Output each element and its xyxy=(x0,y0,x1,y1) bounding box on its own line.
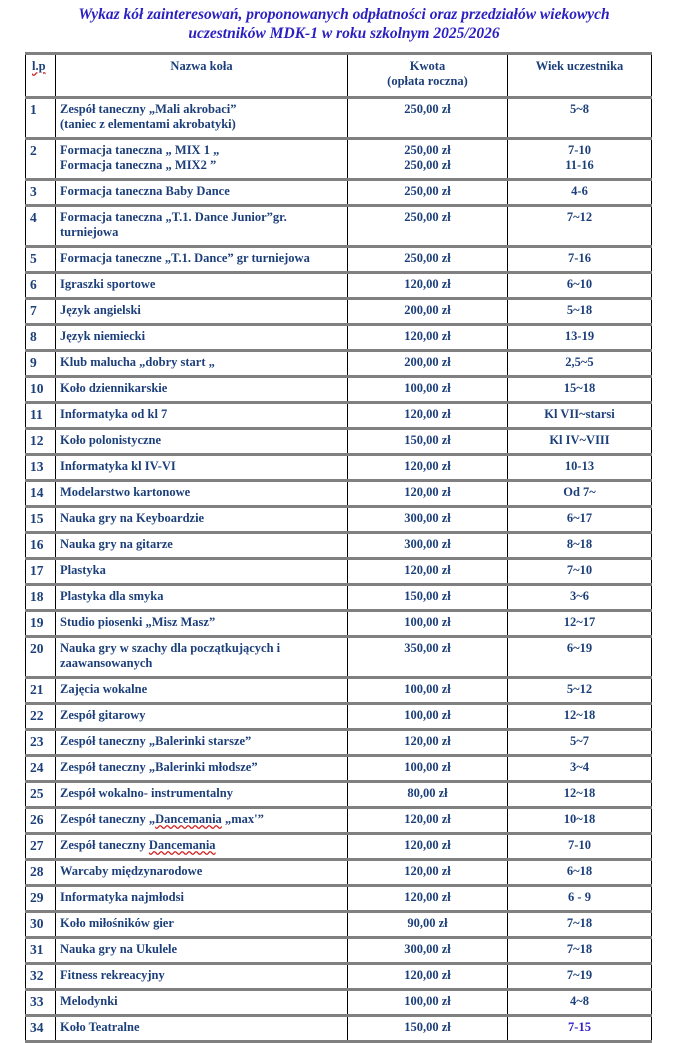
cell-kwota xyxy=(348,206,508,247)
table-row xyxy=(26,139,652,180)
cell-lp: 33 xyxy=(26,990,56,1016)
cell-lp: 25 xyxy=(26,782,56,808)
kwota-line-1: 120,00 zł xyxy=(404,563,451,577)
cell-kwota xyxy=(348,533,508,559)
name-line-1: Nauka gry na Ukulele xyxy=(60,942,178,956)
cell-wiek xyxy=(508,180,652,206)
wiek-line-1: 6~10 xyxy=(566,277,593,291)
cell-name xyxy=(56,351,348,377)
wiek-line-1: 5~7 xyxy=(569,734,589,748)
name-line-1: Informatyka od kl 7 xyxy=(60,407,168,421)
cell-lp: 10 xyxy=(26,377,56,403)
kwota-line-1: 100,00 zł xyxy=(404,615,451,629)
wiek-line-1: 5~18 xyxy=(566,303,593,317)
name-line-1: Nauka gry na gitarze xyxy=(60,537,173,551)
cell-wiek xyxy=(508,455,652,481)
name-line-2: zaawansowanych xyxy=(60,656,153,670)
name-text: „max'” xyxy=(221,812,264,826)
cell-wiek xyxy=(508,139,652,180)
cell-lp: 6 xyxy=(26,273,56,299)
name-line-1: Formacja taneczne „T.1. Dance” gr turniejowa xyxy=(60,251,310,265)
kwota-line-1: 300,00 zł xyxy=(404,511,451,525)
name-line-1: Fitness rekreacyjny xyxy=(60,968,165,982)
cell-kwota xyxy=(348,611,508,637)
wiek-line-1: 4-6 xyxy=(571,184,588,198)
kwota-line-1: 250,00 zł xyxy=(404,251,451,265)
wiek-line-1: 7~12 xyxy=(566,210,593,224)
cell-lp: 16 xyxy=(26,533,56,559)
name-line-1: Formacja taneczna „T.1. Dance Junior”gr. xyxy=(60,210,287,224)
header-wiek: Wiek uczestnika xyxy=(508,54,652,98)
cell-kwota xyxy=(348,808,508,834)
kwota-line-1: 100,00 zł xyxy=(404,708,451,722)
kwota-line-1: 120,00 zł xyxy=(404,812,451,826)
kwota-line-1: 100,00 zł xyxy=(404,760,451,774)
table-row xyxy=(26,730,652,756)
cell-kwota xyxy=(348,938,508,964)
name-line-1: Zespół wokalno- instrumentalny xyxy=(60,786,233,800)
table-row xyxy=(26,377,652,403)
cell-kwota xyxy=(348,247,508,273)
cell-name xyxy=(56,481,348,507)
wiek-line-1: 10-13 xyxy=(564,459,595,473)
name-line-1: Zespół taneczny „Balerinki starsze” xyxy=(60,734,252,748)
wiek-line-1: 7~10 xyxy=(566,563,593,577)
cell-kwota xyxy=(348,429,508,455)
cell-name xyxy=(56,834,348,860)
cell-lp: 23 xyxy=(26,730,56,756)
cell-wiek xyxy=(508,756,652,782)
cell-lp: 34 xyxy=(26,1016,56,1042)
kwota-line-1: 100,00 zł xyxy=(404,381,451,395)
cell-name xyxy=(56,860,348,886)
cell-lp: 26 xyxy=(26,808,56,834)
cell-lp: 7 xyxy=(26,299,56,325)
table-row xyxy=(26,860,652,886)
table-row xyxy=(26,990,652,1016)
wiek-line-1: 13-19 xyxy=(564,329,595,343)
cell-lp: 11 xyxy=(26,403,56,429)
cell-kwota xyxy=(348,507,508,533)
cell-lp: 3 xyxy=(26,180,56,206)
cell-name xyxy=(56,704,348,730)
cell-kwota xyxy=(348,403,508,429)
name-text: Zespół taneczny „ xyxy=(60,812,156,826)
cell-lp: 4 xyxy=(26,206,56,247)
kwota-line-1: 200,00 zł xyxy=(404,303,451,317)
cell-kwota xyxy=(348,886,508,912)
name-line-1: Formacja taneczna Baby Dance xyxy=(60,184,230,198)
cell-wiek xyxy=(508,886,652,912)
cell-kwota xyxy=(348,756,508,782)
wiek-line-1: 15~18 xyxy=(563,381,596,395)
table-row xyxy=(26,299,652,325)
cell-wiek xyxy=(508,351,652,377)
cell-wiek xyxy=(508,429,652,455)
cell-name xyxy=(56,1016,348,1042)
cell-kwota xyxy=(348,325,508,351)
cell-lp: 20 xyxy=(26,637,56,678)
cell-lp: 32 xyxy=(26,964,56,990)
wiek-line-1: 7-15 xyxy=(568,1020,591,1034)
wiek-line-1: 7~18 xyxy=(566,916,593,930)
name-line-1: Studio piosenki „Misz Masz” xyxy=(60,615,216,629)
cell-name xyxy=(56,938,348,964)
cell-name xyxy=(56,611,348,637)
wiek-line-1: 6~17 xyxy=(566,511,593,525)
cell-kwota xyxy=(348,559,508,585)
table-row xyxy=(26,273,652,299)
wiek-line-1: 12~18 xyxy=(563,708,596,722)
kwota-line-1: 100,00 zł xyxy=(404,994,451,1008)
cell-wiek xyxy=(508,964,652,990)
cell-name xyxy=(56,964,348,990)
cell-lp: 27 xyxy=(26,834,56,860)
name-line-1: Informatyka najmłodsi xyxy=(60,890,184,904)
name-line-1: Plastyka xyxy=(60,563,106,577)
kwota-line-1: 120,00 zł xyxy=(404,485,451,499)
table-row xyxy=(26,611,652,637)
cell-lp: 14 xyxy=(26,481,56,507)
cell-kwota xyxy=(348,299,508,325)
cell-wiek xyxy=(508,273,652,299)
cell-kwota xyxy=(348,1016,508,1042)
cell-name xyxy=(56,782,348,808)
cell-kwota xyxy=(348,678,508,704)
cell-wiek xyxy=(508,808,652,834)
cell-wiek xyxy=(508,206,652,247)
cell-wiek xyxy=(508,860,652,886)
cell-wiek xyxy=(508,98,652,139)
cell-name xyxy=(56,533,348,559)
cell-kwota xyxy=(348,273,508,299)
cell-name xyxy=(56,886,348,912)
wiek-line-1: Kl IV~VIII xyxy=(549,433,610,447)
table-row xyxy=(26,938,652,964)
cell-lp: 17 xyxy=(26,559,56,585)
name-line-1: Modelarstwo kartonowe xyxy=(60,485,191,499)
kwota-line-1: 120,00 zł xyxy=(404,864,451,878)
name-text-misspelled: Dancemania xyxy=(148,838,216,852)
name-line-1: Igraszki sportowe xyxy=(60,277,156,291)
table-row xyxy=(26,637,652,678)
kwota-line-1: 120,00 zł xyxy=(404,838,451,852)
wiek-line-1: 5~12 xyxy=(566,682,593,696)
table-row xyxy=(26,247,652,273)
kwota-line-1: 90,00 zł xyxy=(407,916,448,930)
name-line-1: Warcaby międzynarodowe xyxy=(60,864,203,878)
cell-lp: 8 xyxy=(26,325,56,351)
kwota-line-1: 120,00 zł xyxy=(404,407,451,421)
table-row xyxy=(26,559,652,585)
table-row xyxy=(26,351,652,377)
kwota-line-1: 150,00 zł xyxy=(404,1020,451,1034)
cell-wiek xyxy=(508,938,652,964)
name-line-1: Nauka gry w szachy dla początkujących i xyxy=(60,641,281,655)
wiek-line-1: 12~17 xyxy=(563,615,596,629)
cell-wiek xyxy=(508,481,652,507)
kwota-line-1: 120,00 zł xyxy=(404,459,451,473)
wiek-line-1: 3~4 xyxy=(569,760,589,774)
cell-wiek xyxy=(508,377,652,403)
cell-name xyxy=(56,247,348,273)
kwota-line-1: 120,00 zł xyxy=(404,329,451,343)
kwota-line-1: 120,00 zł xyxy=(404,968,451,982)
table-row xyxy=(26,782,652,808)
kwota-line-1: 200,00 zł xyxy=(404,355,451,369)
header-kwota xyxy=(348,54,508,98)
name-line-1: Informatyka kl IV-VI xyxy=(60,459,176,473)
cell-kwota xyxy=(348,481,508,507)
cell-wiek xyxy=(508,585,652,611)
table-row xyxy=(26,98,652,139)
cell-name xyxy=(56,139,348,180)
header-kwota-line2: (opłata roczna) xyxy=(387,74,468,88)
cell-name xyxy=(56,730,348,756)
name-line-1: Koło Teatralne xyxy=(60,1020,140,1034)
cell-kwota xyxy=(348,637,508,678)
cell-lp: 29 xyxy=(26,886,56,912)
name-text-misspelled: Dancemania xyxy=(155,812,222,826)
cell-lp: 30 xyxy=(26,912,56,938)
name-text: Zespół taneczny xyxy=(60,838,149,852)
cell-kwota xyxy=(348,351,508,377)
cell-wiek xyxy=(508,912,652,938)
cell-name xyxy=(56,325,348,351)
kwota-line-1: 250,00 zł xyxy=(404,184,451,198)
cell-name xyxy=(56,180,348,206)
kwota-line-1: 150,00 zł xyxy=(404,433,451,447)
table-row xyxy=(26,403,652,429)
cell-lp: 22 xyxy=(26,704,56,730)
kwota-line-1: 250,00 zł xyxy=(404,143,451,157)
cell-name xyxy=(56,455,348,481)
cell-wiek xyxy=(508,247,652,273)
name-line-1: Koło miłośników gier xyxy=(60,916,174,930)
wiek-line-1: 7-10 xyxy=(568,838,591,852)
table-row xyxy=(26,678,652,704)
activities-table xyxy=(25,52,652,1043)
title-line-1: Wykaz kół zainteresowań, proponowanych odpłatności oraz przedziałów wiekowych xyxy=(78,6,610,23)
wiek-line-2: 11-16 xyxy=(565,158,594,172)
cell-kwota xyxy=(348,455,508,481)
table-row xyxy=(26,325,652,351)
table-row xyxy=(26,455,652,481)
cell-lp: 5 xyxy=(26,247,56,273)
wiek-line-1: 7~19 xyxy=(566,968,593,982)
kwota-line-1: 100,00 zł xyxy=(404,682,451,696)
cell-kwota xyxy=(348,377,508,403)
cell-name xyxy=(56,637,348,678)
cell-name xyxy=(56,507,348,533)
name-line-1: Formacja taneczna „ MIX 1 „ xyxy=(60,143,220,157)
table-row xyxy=(26,481,652,507)
header-kwota-line1: Kwota xyxy=(409,59,446,73)
kwota-line-2: 250,00 zł xyxy=(404,158,451,172)
name-line-2: turniejowa xyxy=(60,225,119,239)
table-row xyxy=(26,912,652,938)
cell-name xyxy=(56,206,348,247)
cell-kwota xyxy=(348,730,508,756)
cell-name xyxy=(56,403,348,429)
cell-wiek xyxy=(508,403,652,429)
cell-lp: 15 xyxy=(26,507,56,533)
cell-lp: 28 xyxy=(26,860,56,886)
cell-name xyxy=(56,98,348,139)
name-line-1: Melodynki xyxy=(60,994,118,1008)
kwota-line-1: 120,00 zł xyxy=(404,277,451,291)
kwota-line-1: 150,00 zł xyxy=(404,589,451,603)
cell-name xyxy=(56,678,348,704)
name-line-1: Język niemiecki xyxy=(60,329,146,343)
cell-name xyxy=(56,559,348,585)
name-line-1: Język angielski xyxy=(60,303,141,317)
table-row xyxy=(26,585,652,611)
cell-wiek xyxy=(508,325,652,351)
cell-wiek xyxy=(508,782,652,808)
name-line-1: Koło dziennikarskie xyxy=(60,381,168,395)
cell-lp: 13 xyxy=(26,455,56,481)
document-title xyxy=(0,5,688,43)
title-line-2: uczestników MDK-1 w roku szkolnym 2025/2026 xyxy=(188,25,500,42)
kwota-line-1: 250,00 zł xyxy=(404,102,451,116)
cell-kwota xyxy=(348,180,508,206)
kwota-line-1: 80,00 zł xyxy=(407,786,448,800)
cell-lp: 31 xyxy=(26,938,56,964)
cell-kwota xyxy=(348,860,508,886)
cell-name xyxy=(56,912,348,938)
name-line-1: Koło polonistyczne xyxy=(60,433,162,447)
wiek-line-1: 10~18 xyxy=(563,812,596,826)
cell-kwota xyxy=(348,98,508,139)
table-row xyxy=(26,206,652,247)
table-row xyxy=(26,180,652,206)
wiek-line-1: 4~8 xyxy=(569,994,589,1008)
cell-wiek xyxy=(508,678,652,704)
name-line-1: Zespół taneczny „Balerinki młodsze” xyxy=(60,760,258,774)
cell-name xyxy=(56,429,348,455)
wiek-line-1: 7-10 xyxy=(568,143,591,157)
cell-kwota xyxy=(348,704,508,730)
cell-wiek xyxy=(508,507,652,533)
cell-name xyxy=(56,756,348,782)
wiek-line-1: 8~18 xyxy=(566,537,593,551)
cell-lp: 21 xyxy=(26,678,56,704)
cell-kwota xyxy=(348,990,508,1016)
wiek-line-1: 2,5~5 xyxy=(565,355,594,369)
cell-wiek xyxy=(508,637,652,678)
cell-wiek xyxy=(508,704,652,730)
cell-name xyxy=(56,808,348,834)
wiek-line-1: 12~18 xyxy=(563,786,596,800)
table-body xyxy=(26,98,652,1042)
table-row xyxy=(26,808,652,834)
wiek-line-1: 5~8 xyxy=(569,102,589,116)
cell-kwota xyxy=(348,834,508,860)
table-row xyxy=(26,704,652,730)
wiek-line-1: 7-16 xyxy=(568,251,591,265)
name-line-1: Zespół gitarowy xyxy=(60,708,146,722)
name-line-1: Zajęcia wokalne xyxy=(60,682,148,696)
name-line-1: Nauka gry na Keyboardzie xyxy=(60,511,205,525)
cell-lp: 1 xyxy=(26,98,56,139)
cell-name xyxy=(56,990,348,1016)
wiek-line-1: 6~19 xyxy=(566,641,593,655)
name-line-1: Plastyka dla smyka xyxy=(60,589,164,603)
cell-name xyxy=(56,585,348,611)
cell-kwota xyxy=(348,139,508,180)
name-line-2: Formacja taneczna „ MIX2 ” xyxy=(60,158,217,172)
cell-wiek xyxy=(508,834,652,860)
wiek-line-1: Od 7~ xyxy=(563,485,596,499)
cell-wiek xyxy=(508,559,652,585)
cell-wiek xyxy=(508,1016,652,1042)
table-header-row xyxy=(26,54,652,98)
cell-kwota xyxy=(348,912,508,938)
cell-kwota xyxy=(348,782,508,808)
cell-lp: 9 xyxy=(26,351,56,377)
name-line-1: Klub malucha „dobry start „ xyxy=(60,355,215,369)
cell-lp: 2 xyxy=(26,139,56,180)
kwota-line-1: 300,00 zł xyxy=(404,942,451,956)
table-row xyxy=(26,533,652,559)
header-lp: l.p xyxy=(26,54,56,98)
table-row xyxy=(26,834,652,860)
wiek-line-1: 6 - 9 xyxy=(568,890,591,904)
cell-lp: 24 xyxy=(26,756,56,782)
cell-lp: 12 xyxy=(26,429,56,455)
wiek-line-1: 7~18 xyxy=(566,942,593,956)
name-line-1: Zespół taneczny „Mali akrobaci” xyxy=(60,102,237,116)
kwota-line-1: 250,00 zł xyxy=(404,210,451,224)
kwota-line-1: 120,00 zł xyxy=(404,734,451,748)
table-row xyxy=(26,756,652,782)
cell-wiek xyxy=(508,299,652,325)
name-line-2: (taniec z elementami akrobatyki) xyxy=(60,117,236,131)
cell-name xyxy=(56,377,348,403)
cell-lp: 18 xyxy=(26,585,56,611)
cell-wiek xyxy=(508,533,652,559)
kwota-line-1: 300,00 zł xyxy=(404,537,451,551)
header-name: Nazwa koła xyxy=(56,54,348,98)
kwota-line-1: 120,00 zł xyxy=(404,890,451,904)
table-row xyxy=(26,886,652,912)
cell-lp: 19 xyxy=(26,611,56,637)
table-row xyxy=(26,507,652,533)
cell-name xyxy=(56,273,348,299)
kwota-line-1: 350,00 zł xyxy=(404,641,451,655)
table-row xyxy=(26,964,652,990)
cell-wiek xyxy=(508,990,652,1016)
wiek-line-1: Kl VII~starsi xyxy=(544,407,615,421)
table-row xyxy=(26,1016,652,1042)
cell-kwota xyxy=(348,964,508,990)
cell-wiek xyxy=(508,611,652,637)
wiek-line-1: 3~6 xyxy=(569,589,589,603)
table-row xyxy=(26,429,652,455)
cell-kwota xyxy=(348,585,508,611)
cell-wiek xyxy=(508,730,652,756)
wiek-line-1: 6~18 xyxy=(566,864,593,878)
cell-name xyxy=(56,299,348,325)
